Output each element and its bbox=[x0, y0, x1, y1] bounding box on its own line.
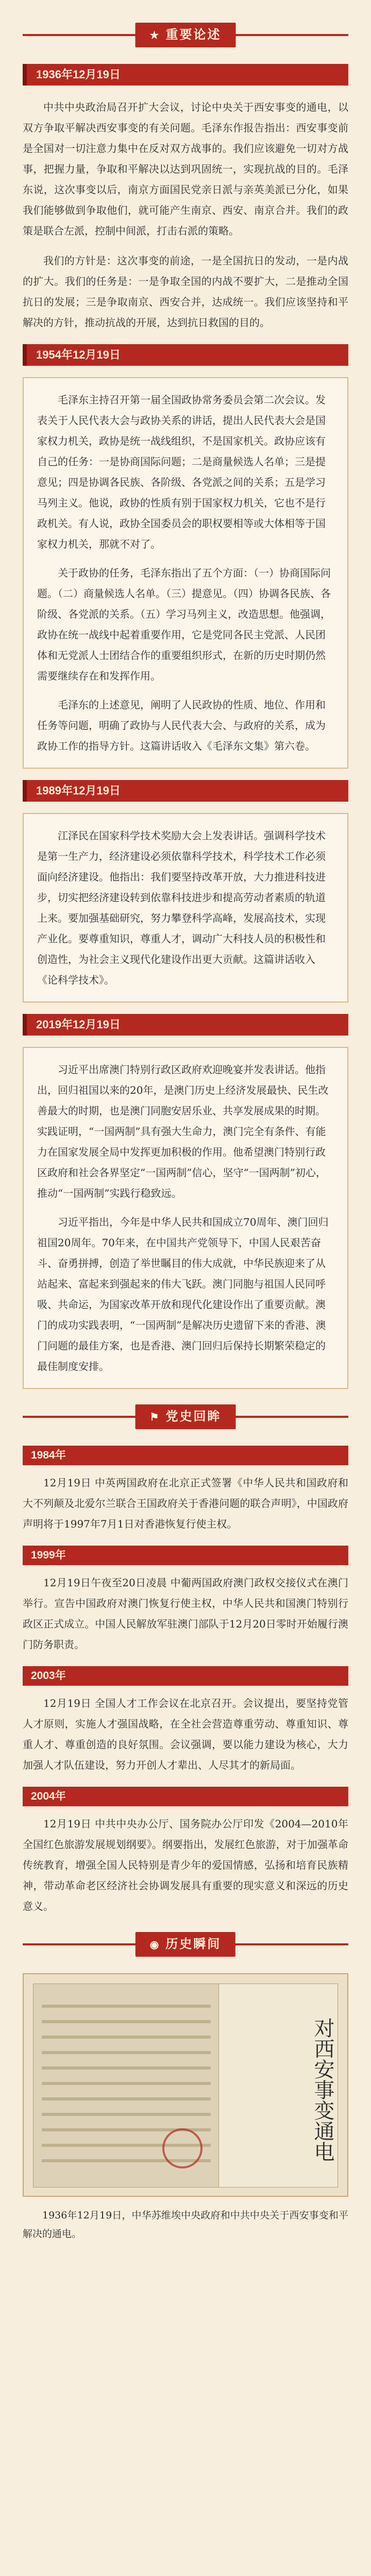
paragraph: 习近平指出，今年是中华人民共和国成立70周年、澳门回归祖国20周年。70年来，在中国共产党领导下，中国人民艰苦奋斗、奋勇拼搏，创造了举世瞩目的伟大成就，中华民族迎来了从站起来、富起来到强起来的伟大飞跃。澳门同胞与祖国人民同呼吸、共命运，为国家改革开放和现代化建设作出了重要贡献。澳门的成功实践表明，“一国两制”是解决历史遗留下来的香港、澳门问题的最佳方案，也是香港、澳门回归后保持长期繁荣稳定的最佳制度安排。 bbox=[37, 1216, 329, 1372]
paragraph: 12月19日 中共中央办公厅、国务院办公厅印发《2004—2010年全国红色旅游发展规划纲要》。纲要指出，发展红色旅游，对于加强革命传统教育，增强全国人民特别是青少年的爱国情感，弘扬和培育民族精神，带动革命老区经济社会协调发展具有重要的现实意义和深远的历史意义。 bbox=[23, 1818, 348, 1912]
entry-box bbox=[23, 1047, 348, 1389]
seal-icon bbox=[162, 2128, 203, 2168]
paragraph: 习近平出席澳门特别行政区政府欢迎晚宴并发表讲话。他指出，回归祖国以来的20年，是澳门历史上经济发展最快、民生改善最大的时期，也是澳门同胞安居乐业、共享发展成果的时期。实践证明，“一国两制”具有强大生命力，澳门完全有条件、有能力在国家发展全局中发挥更加积极的作用。他希望澳门特别行政区政府和社会各界坚定“一国两制”信心，坚守“一国两制”初心，推动“一国两制”实践行稳致远。 bbox=[37, 1063, 329, 1199]
section-title-important: 重要论述 bbox=[165, 28, 222, 42]
calligraphy-image bbox=[218, 1984, 338, 2188]
paragraph: 中共中央政治局召开扩大会议，讨论中央关于西安事变的通电，以双方争取平解决西安事变的有关问题。毛泽东作报告指出：西安事变前是全国对一切注意力集中在反对双方战事的。我们应该避免一切对方战事，把握力量，争取和平解决以达到巩固统一，实现抗战的目的。毛泽东说，这次事变以后，南京方面国民党亲日派与亲英美派已分化，如果我们能够做到争取他们，就可能产生南京、西安、南京合并。我们的政策是联合左派，控制中间派，打击右派的策略。 bbox=[23, 101, 348, 237]
doc-line bbox=[42, 2066, 211, 2070]
section-title-photo: 历史瞬间 bbox=[165, 1937, 222, 1951]
paragraph: 12月19日 全国人才工作会议在北京召开。会议提出，要坚持党管人才原则，实施人才强国战略，在全社会营造尊重劳动、尊重知识、尊重人才、尊重创造的良好氛围。会议强调，要以能力建设为核心，大力加强人才队伍建设，努力开创人才辈出、人尽其才的新局面。 bbox=[23, 1697, 348, 1771]
section-banner-review bbox=[23, 1400, 348, 1433]
doc-line bbox=[42, 2036, 211, 2039]
banner-tag bbox=[136, 1932, 235, 1957]
doc-line bbox=[42, 2005, 211, 2008]
review-year: 1999年 bbox=[23, 1546, 348, 1565]
paragraph: 12月19日午夜至20日凌晨 中葡两国政府澳门政权交接仪式在澳门举行。宣告中国政府对澳门恢复行使主权，中华人民共和国澳门特别行政区正式成立。中国人民解放军驻澳门部队于12月20日零时开始履行澳门防务职责。 bbox=[23, 1577, 348, 1651]
banner-tag bbox=[136, 1404, 236, 1429]
doc-line bbox=[42, 2113, 211, 2116]
paragraph: 毛泽东的上述意见，阐明了人民政协的性质、地位、作用和任务等问题，明确了政协与人民代表大会、与政府的关系，成为政协工作的指导方针。这篇讲话收入《毛泽东文集》第六卷。 bbox=[37, 699, 326, 752]
entry-date: 1954年12月19日 bbox=[23, 344, 348, 366]
review-text bbox=[23, 1572, 348, 1655]
caption-text: 1936年12月19日，中华苏维埃中央政府和中共中央关于西安事变和平解决的通电。 bbox=[23, 2210, 348, 2240]
entry-date: 2019年12月19日 bbox=[23, 1014, 348, 1036]
entry-box bbox=[23, 813, 348, 1003]
doc-line bbox=[42, 2051, 211, 2054]
paragraph: 毛泽东主持召开第一届全国政协常务委员会第二次会议。发表关于人民代表大会与政协关系的讲话，提出人民代表大会是国家权力机关，政协是统一战线组织，不是国家机关。政协应该有自己的任务：一是协商国际问题；二是商量候选人名单；三是提意见；四是协调各民族、各阶级、各党派之间的关系；五是学习马列主义。他说，政协的性质有别于国家权力机关，它也不是行政机关。有人说，政协全国委员会的职权要相等或大体相等于国家权力机关，那就不对了。 bbox=[37, 394, 326, 550]
entry-date: 1989年12月19日 bbox=[23, 780, 348, 802]
camera-icon: ◉ bbox=[149, 1939, 161, 1951]
entry-box bbox=[23, 377, 348, 769]
doc-line bbox=[42, 2097, 211, 2100]
top-strip bbox=[0, 0, 371, 7]
review-year: 1984年 bbox=[23, 1446, 348, 1465]
paragraph: 我们的方针是：这次事变的前途，一是全国抗日的发动，一是内战的扩大。我们的任务是：一是争取全国的内战不要扩大，二是推动全国抗日的发展；三是争取南京、西安合并，达成统一。我们应该坚持和平解决的方针，推动抗战的开展，达到抗日救国的目的。 bbox=[23, 255, 348, 329]
entry-date: 1936年12月19日 bbox=[23, 64, 348, 86]
section-title-review: 党史回眸 bbox=[165, 1410, 222, 1423]
review-year: 2004年 bbox=[23, 1787, 348, 1806]
history-photo bbox=[23, 1973, 348, 2197]
paragraph: 12月19日 中英两国政府在北京正式签署《中华人民共和国政府和大不列颠及北爱尔兰联合王国政府关于香港问题的联合声明》，中国政府声明将于1997年7月1日对香港恢复行使主权。 bbox=[23, 1477, 348, 1530]
section-banner-important bbox=[23, 19, 348, 52]
doc-line bbox=[42, 2082, 211, 2085]
paragraph: 关于政协的任务，毛泽东指出了五个方面：（一）协商国际问题。（二）商量候选人名单。（三）提意见。（四）协调各民族、各阶级、各党派的关系。（五）学习马列主义，改造思想。他强调，政协在统一战线中起着重要作用，它是党同各民主党派、人民团体和无党派人士团结合作的重要组织形式，在新的历史时期仍然需要继续存在和发挥作用。 bbox=[37, 567, 331, 682]
review-year: 2003年 bbox=[23, 1666, 348, 1686]
paragraph: 江泽民在国家科学技术奖励大会上发表讲话。强调科学技术是第一生产力，经济建设必须依靠科学技术，科学技术工作必须面向经济建设。他指出：我们要坚持改革开放，大力推进科技进步，切实把经济建设转到依靠科技进步和提高劳动者素质的轨道上来。要加强基础研究，努力攀登科学高峰，发展高技术，实现产业化。要尊重知识，尊重人才，调动广大科技人员的积极性和创造性，为社会主义现代化建设作出更大贡献。这篇讲话收入《论科学技术》。 bbox=[37, 829, 326, 986]
photo-caption bbox=[23, 2206, 348, 2243]
review-text bbox=[23, 1693, 348, 1775]
star-icon: ★ bbox=[149, 30, 161, 41]
doc-line bbox=[42, 2020, 211, 2023]
document-image bbox=[33, 1984, 220, 2188]
section-banner-photo bbox=[23, 1928, 348, 1961]
flag-icon: ⚑ bbox=[149, 1412, 161, 1423]
banner-tag bbox=[136, 23, 236, 47]
review-text bbox=[23, 1814, 348, 1917]
review-text bbox=[23, 1472, 348, 1534]
entry-body bbox=[23, 97, 348, 333]
calligraphy-text: 对西安事变通电 bbox=[311, 2018, 334, 2162]
